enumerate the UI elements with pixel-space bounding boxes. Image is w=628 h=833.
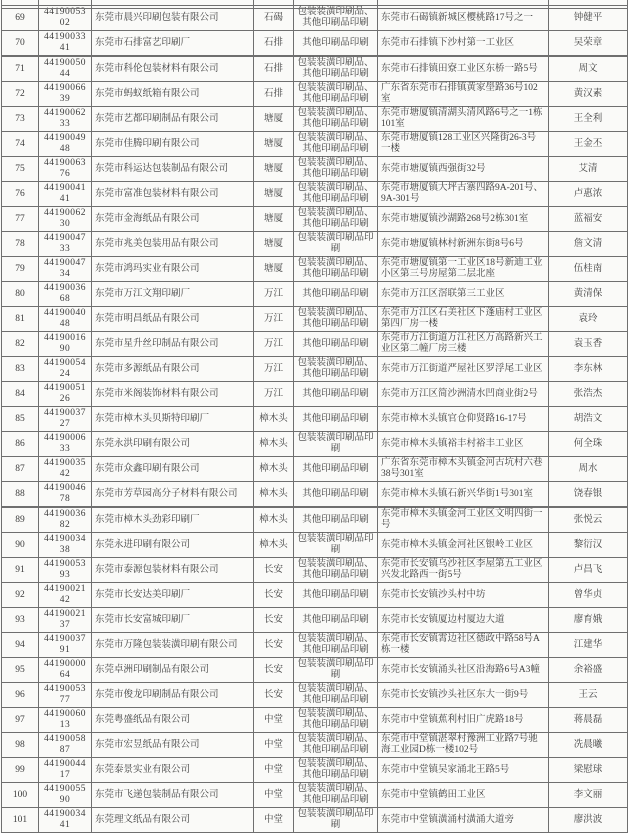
- company-name-cell: 东莞粤盛纸品有限公司: [92, 708, 254, 733]
- contact-cell: 曾华贞: [549, 583, 628, 608]
- company-name-cell: 东莞市多源纸品有限公司: [92, 357, 254, 382]
- address-cell: 东莞市长安镇沙头社区东大一街9号: [378, 683, 549, 708]
- address-cell: 东莞市中堂镇潢涌村潢涌大道旁: [378, 808, 549, 833]
- town-cell: 中堂: [254, 808, 294, 833]
- town-cell: 万江: [254, 357, 294, 382]
- category-cell: 包装装潢印刷品、其他印刷品印刷: [294, 357, 378, 382]
- address-cell: 东莞市中堂镇蕉利村旧广虎路18号: [378, 708, 549, 733]
- reg-code-cell: 4419003441: [39, 808, 92, 833]
- town-cell: 长安: [254, 633, 294, 658]
- category-cell: 其他印刷品印刷: [294, 583, 378, 608]
- company-name-cell: 东莞永进印刷有限公司: [92, 533, 254, 558]
- town-cell: 长安: [254, 558, 294, 583]
- address-cell: 东莞市塘厦镇沙湖路268号2栋301室: [378, 207, 549, 232]
- town-cell: 石排: [254, 82, 294, 107]
- table-row: [2, 482, 628, 507]
- town-cell: 长安: [254, 683, 294, 708]
- contact-cell: 王全利: [549, 107, 628, 132]
- reg-code-cell: 4419002142: [39, 583, 92, 608]
- reg-code-cell: 4419004733: [39, 232, 92, 257]
- town-cell: 樟木头: [254, 533, 294, 558]
- contact-cell: 黄汉素: [549, 82, 628, 107]
- row-number-cell: 94: [2, 633, 39, 658]
- contact-cell: 江建华: [549, 633, 628, 658]
- town-cell: 樟木头: [254, 482, 294, 507]
- contact-cell: 张悦云: [549, 508, 628, 533]
- company-name-cell: 东莞市米阁装饰材料有限公司: [92, 382, 254, 407]
- registry-table-section: [1, 56, 628, 507]
- address-cell: 东莞市塘厦镇大坪古寨四路9A-201号、9A-301号: [378, 182, 549, 207]
- category-cell: 包装装潢印刷品、其他印刷品印刷: [294, 758, 378, 783]
- address-cell: 东莞市塘厦镇林村新洲东街8号6号: [378, 232, 549, 257]
- table-row: [2, 758, 628, 783]
- reg-code-cell: 4419003791: [39, 633, 92, 658]
- contact-cell: 周水: [549, 457, 628, 482]
- category-cell: 其他印刷品印刷: [294, 407, 378, 432]
- contact-cell: 吴荣章: [549, 31, 628, 56]
- category-cell: 包装装潢印刷品、其他印刷品印刷: [294, 157, 378, 182]
- scanned-table-page: [1, 0, 618, 833]
- row-number-cell: 75: [2, 157, 39, 182]
- reg-code-cell: 4419000064: [39, 658, 92, 683]
- town-cell: 长安: [254, 658, 294, 683]
- table-row: [2, 282, 628, 307]
- category-cell: 其他印刷品印刷: [294, 282, 378, 307]
- row-number-cell: 97: [2, 708, 39, 733]
- company-name-cell: 东莞市宏昱纸品有限公司: [92, 733, 254, 758]
- town-cell: 中堂: [254, 733, 294, 758]
- table-row: [2, 107, 628, 132]
- category-cell: 包装装潢印刷品、其他印刷品印刷: [294, 257, 378, 282]
- company-name-cell: 东莞市石排富艺印刷厂: [92, 31, 254, 56]
- company-name-cell: 东莞卓洲印刷制品有限公司: [92, 658, 254, 683]
- category-cell: 包装装潢印刷品印刷: [294, 808, 378, 833]
- reg-code-cell: 4419003341: [39, 31, 92, 56]
- contact-cell: 蒋晨磊: [549, 708, 628, 733]
- reg-code-cell: 4419004048: [39, 307, 92, 332]
- category-cell: 其他印刷品印刷: [294, 608, 378, 633]
- contact-cell: 胡浩文: [549, 407, 628, 432]
- contact-cell: 王金丕: [549, 132, 628, 157]
- town-cell: 万江: [254, 332, 294, 357]
- table-row: [2, 157, 628, 182]
- company-name-cell: 东莞市艺都印刷制品有限公司: [92, 107, 254, 132]
- table-row: [2, 808, 628, 833]
- table-row: [2, 182, 628, 207]
- address-cell: 东莞市塘厦镇清湖头清风路6号之一1栋101室: [378, 107, 549, 132]
- contact-cell: 梁慰球: [549, 758, 628, 783]
- company-name-cell: 东莞市佳腾印刷有限公司: [92, 132, 254, 157]
- table-row: [2, 658, 628, 683]
- category-cell: 其他印刷品印刷: [294, 332, 378, 357]
- category-cell: 包装装潢印刷品、其他印刷品印刷: [294, 182, 378, 207]
- category-cell: 其他印刷品印刷: [294, 457, 378, 482]
- reg-code-cell: 4419006230: [39, 207, 92, 232]
- reg-code-cell: 4419003682: [39, 508, 92, 533]
- town-cell: 塘厦: [254, 157, 294, 182]
- registry-table-section: [1, 507, 628, 833]
- table-row: [2, 633, 628, 658]
- category-cell: 包装装潢印刷品、其他印刷品印刷: [294, 57, 378, 82]
- company-name-cell: 东莞市富准包装材料有限公司: [92, 182, 254, 207]
- table-row: [2, 6, 628, 31]
- town-cell: 石排: [254, 31, 294, 56]
- reg-code-cell: 4419005044: [39, 57, 92, 82]
- category-cell: 包装装潢印刷品、其他印刷品印刷: [294, 6, 378, 31]
- contact-cell: 袁玉香: [549, 332, 628, 357]
- address-cell: 东莞市石碣镇新城区樱桃路17号之一: [378, 6, 549, 31]
- row-number-cell: 69: [2, 6, 39, 31]
- category-cell: 包装装潢印刷品、其他印刷品印刷: [294, 207, 378, 232]
- row-number-cell: 95: [2, 658, 39, 683]
- contact-cell: 黎衍汉: [549, 533, 628, 558]
- table-row: [2, 533, 628, 558]
- category-cell: 包装装潢印刷品、其他印刷品印刷: [294, 82, 378, 107]
- address-cell: 东莞市樟木头镇金河工业区文明四街一号: [378, 508, 549, 533]
- reg-code-cell: 4419005590: [39, 783, 92, 808]
- table-row: [2, 733, 628, 758]
- town-cell: 万江: [254, 307, 294, 332]
- category-cell: 包装装潢印刷品、其他印刷品印刷: [294, 783, 378, 808]
- contact-cell: [549, 0, 628, 9]
- company-name-cell: 东莞市樟木头贝斯特印刷厂: [92, 407, 254, 432]
- town-cell: 中堂: [254, 783, 294, 808]
- address-cell: 东莞市万江区滘联第三工业区: [378, 282, 549, 307]
- company-name-cell: 东莞市蚂蚁纸箱有限公司: [92, 82, 254, 107]
- reg-code-cell: 4419004678: [39, 482, 92, 507]
- town-cell: 樟木头: [254, 457, 294, 482]
- category-cell: 包装装潢印刷品、其他印刷品印刷: [294, 733, 378, 758]
- reg-code-cell: 4419003727: [39, 407, 92, 432]
- reg-code-cell: 4419004141: [39, 182, 92, 207]
- clipped-previous-row: [1, 0, 618, 5]
- town-cell: [254, 0, 294, 9]
- category-cell: 其他印刷品印刷: [294, 382, 378, 407]
- row-number-cell: 101: [2, 808, 39, 833]
- table-row: [2, 407, 628, 432]
- row-number-cell: 92: [2, 583, 39, 608]
- category-cell: 其他印刷品印刷: [294, 482, 378, 507]
- contact-cell: 李文丽: [549, 783, 628, 808]
- table-row: [2, 31, 628, 56]
- town-cell: 石排: [254, 57, 294, 82]
- row-number-cell: 91: [2, 558, 39, 583]
- reg-code-cell: 4419001690: [39, 332, 92, 357]
- reg-code-cell: 4419006376: [39, 157, 92, 182]
- row-number-cell: 88: [2, 482, 39, 507]
- town-cell: 樟木头: [254, 407, 294, 432]
- row-number-cell: 82: [2, 332, 39, 357]
- row-number-cell: 85: [2, 407, 39, 432]
- company-name-cell: 东莞市飞递包装制品有限公司: [92, 783, 254, 808]
- town-cell: 中堂: [254, 758, 294, 783]
- table-row: [2, 257, 628, 282]
- reg-code-cell: 4419005302: [39, 6, 92, 31]
- row-number-cell: 72: [2, 82, 39, 107]
- contact-cell: 张浩杰: [549, 382, 628, 407]
- contact-cell: 饶春银: [549, 482, 628, 507]
- category-cell: [294, 0, 378, 9]
- address-cell: 广东省东莞市石排镇黄家壆路36号102室: [378, 82, 549, 107]
- address-cell: 广东省东莞市樟木头镇金河古坑村六巷38号301室: [378, 457, 549, 482]
- table-row: [2, 432, 628, 457]
- address-cell: 东莞市中堂镇湛翠村豫洲工业路7号驰海工业园D栋一楼102号: [378, 733, 549, 758]
- company-name-cell: 东莞理文纸品有限公司: [92, 808, 254, 833]
- table-row: [2, 57, 628, 82]
- category-cell: 包装装潢印刷品、其他印刷品印刷: [294, 107, 378, 132]
- company-name-cell: 东莞市明昌纸品有限公司: [92, 307, 254, 332]
- address-cell: 东莞市塘厦镇西强街32号: [378, 157, 549, 182]
- table-row: [2, 708, 628, 733]
- address-cell: 东莞市中堂镇吴家涌北王路5号: [378, 758, 549, 783]
- company-name-cell: 东莞市万江文翔印刷厂: [92, 282, 254, 307]
- reg-code-cell: 4419006233: [39, 107, 92, 132]
- row-number-cell: [2, 0, 39, 9]
- contact-cell: 卢昌飞: [549, 558, 628, 583]
- contact-cell: 蓝福安: [549, 207, 628, 232]
- reg-code-cell: 4419005377: [39, 683, 92, 708]
- row-number-cell: 80: [2, 282, 39, 307]
- address-cell: 东莞市石排镇田寮工业区东桥一路5号: [378, 57, 549, 82]
- table-row: [2, 232, 628, 257]
- row-number-cell: 76: [2, 182, 39, 207]
- table-row: [2, 508, 628, 533]
- town-cell: 中堂: [254, 708, 294, 733]
- contact-cell: 黄清保: [549, 282, 628, 307]
- row-number-cell: 99: [2, 758, 39, 783]
- reg-code-cell: 4419003542: [39, 457, 92, 482]
- town-cell: 樟木头: [254, 508, 294, 533]
- contact-cell: 周文: [549, 57, 628, 82]
- company-name-cell: 东莞市俊龙印刷制品有限公司: [92, 683, 254, 708]
- company-name-cell: [92, 0, 254, 9]
- contact-cell: 钟健平: [549, 6, 628, 31]
- row-number-cell: 83: [2, 357, 39, 382]
- row-number-cell: 100: [2, 783, 39, 808]
- category-cell: 包装装潢印刷品、其他印刷品印刷: [294, 683, 378, 708]
- address-cell: 东莞市樟木头镇金河社区银岭工业区: [378, 533, 549, 558]
- address-cell: 东莞市长安镇厦边村厦边大道: [378, 608, 549, 633]
- contact-cell: 廖洪波: [549, 808, 628, 833]
- contact-cell: 冼晨曦: [549, 733, 628, 758]
- row-number-cell: 74: [2, 132, 39, 157]
- company-name-cell: 东莞市樟木头劲彩印刷厂: [92, 508, 254, 533]
- reg-code-cell: 4419005126: [39, 382, 92, 407]
- row-number-cell: 84: [2, 382, 39, 407]
- reg-code-cell: 4419005424: [39, 357, 92, 382]
- address-cell: 东莞市长安镇涌头社区沿海路6号A3幢: [378, 658, 549, 683]
- company-name-cell: 东莞市长安富城印刷厂: [92, 608, 254, 633]
- address-cell: 东莞市长安镇乌沙社区李屋第五工业区兴发北路西一街5号: [378, 558, 549, 583]
- table-row: [2, 307, 628, 332]
- contact-cell: 卢惠浓: [549, 182, 628, 207]
- town-cell: 塘厦: [254, 257, 294, 282]
- address-cell: 东莞市樟木头镇官仓仰贤路16-17号: [378, 407, 549, 432]
- table-row: [2, 608, 628, 633]
- company-name-cell: 东莞市芳草园高分子材料有限公司: [92, 482, 254, 507]
- row-number-cell: 93: [2, 608, 39, 633]
- table-row: [2, 382, 628, 407]
- category-cell: 包装装潢印刷品印刷: [294, 432, 378, 457]
- reg-code-cell: 4419004417: [39, 758, 92, 783]
- row-number-cell: 89: [2, 508, 39, 533]
- reg-code-cell: 4419006639: [39, 82, 92, 107]
- contact-cell: 廖育娥: [549, 608, 628, 633]
- reg-code-cell: 4419002137: [39, 608, 92, 633]
- town-cell: 长安: [254, 608, 294, 633]
- address-cell: 东莞市长安镇沙头村中坊: [378, 583, 549, 608]
- table-row: [2, 332, 628, 357]
- reg-code-cell: 4419005887: [39, 733, 92, 758]
- address-cell: 东莞市樟木头镇石新兴华街1号301室: [378, 482, 549, 507]
- row-number-cell: 86: [2, 432, 39, 457]
- address-cell: [378, 0, 549, 9]
- company-name-cell: 东莞市泰源包装材料有限公司: [92, 558, 254, 583]
- table-row: [2, 683, 628, 708]
- address-cell: 东莞市塘厦镇第一工业区18号新迪工业小区第三号房屋第二层北座: [378, 257, 549, 282]
- town-cell: 樟木头: [254, 432, 294, 457]
- company-name-cell: 东莞市晨兴印刷包装有限公司: [92, 6, 254, 31]
- town-cell: 塘厦: [254, 132, 294, 157]
- category-cell: 包装装潢印刷品印刷: [294, 533, 378, 558]
- table-row: [2, 132, 628, 157]
- town-cell: 塘厦: [254, 107, 294, 132]
- table-row: [2, 457, 628, 482]
- address-cell: 东莞市万江区简沙洲清水凹商业街2号: [378, 382, 549, 407]
- row-number-cell: 71: [2, 57, 39, 82]
- category-cell: 包装装潢印刷品、其他印刷品印刷: [294, 633, 378, 658]
- category-cell: 其他印刷品印刷: [294, 31, 378, 56]
- reg-code-cell: [39, 0, 92, 9]
- registry-table-section: [1, 5, 628, 56]
- company-name-cell: 东莞泰景实业有限公司: [92, 758, 254, 783]
- table-row: [2, 357, 628, 382]
- company-name-cell: 东莞市科运达包装制品有限公司: [92, 157, 254, 182]
- row-number-cell: 73: [2, 107, 39, 132]
- company-name-cell: 东莞市星升丝印制品有限公司: [92, 332, 254, 357]
- town-cell: 塘厦: [254, 207, 294, 232]
- row-number-cell: 98: [2, 733, 39, 758]
- address-cell: 东莞市万江街道万江社区万高路新兴工业区第二幢厂房三楼: [378, 332, 549, 357]
- company-name-cell: 东莞市长安达美印刷厂: [92, 583, 254, 608]
- contact-cell: 何全珠: [549, 432, 628, 457]
- row-number-cell: 87: [2, 457, 39, 482]
- company-name-cell: 东莞市鸿玛实业有限公司: [92, 257, 254, 282]
- address-cell: 东莞市万江街道严屋社区罗浮尾工业区: [378, 357, 549, 382]
- contact-cell: 袁玲: [549, 307, 628, 332]
- town-cell: 塘厦: [254, 182, 294, 207]
- company-name-cell: 东莞市科伦包装材料有限公司: [92, 57, 254, 82]
- town-cell: 万江: [254, 382, 294, 407]
- town-cell: 塘厦: [254, 232, 294, 257]
- row-number-cell: 96: [2, 683, 39, 708]
- table-row: [2, 558, 628, 583]
- reg-code-cell: 4419003438: [39, 533, 92, 558]
- reg-code-cell: 4419000633: [39, 432, 92, 457]
- row-number-cell: 77: [2, 207, 39, 232]
- company-name-cell: 东莞市兆美包装用品有限公司: [92, 232, 254, 257]
- company-name-cell: 东莞市万隆包装装潢印刷有限公司: [92, 633, 254, 658]
- row-number-cell: 78: [2, 232, 39, 257]
- row-number-cell: 81: [2, 307, 39, 332]
- category-cell: 其他印刷品印刷: [294, 508, 378, 533]
- company-name-cell: 东莞市金海纸品有限公司: [92, 207, 254, 232]
- category-cell: 包装装潢印刷品印刷: [294, 658, 378, 683]
- company-name-cell: 东莞市众鑫印刷有限公司: [92, 457, 254, 482]
- contact-cell: 詹文清: [549, 232, 628, 257]
- row-number-cell: 79: [2, 257, 39, 282]
- category-cell: 包装装潢印刷品、其他印刷品印刷: [294, 708, 378, 733]
- reg-code-cell: 4419006013: [39, 708, 92, 733]
- address-cell: 东莞市樟木头镇裕丰村裕丰工业区: [378, 432, 549, 457]
- category-cell: 包装装潢印刷品印刷: [294, 232, 378, 257]
- reg-code-cell: 4419003668: [39, 282, 92, 307]
- table-row: [2, 783, 628, 808]
- address-cell: 东莞市石排镇下沙村第一工业区: [378, 31, 549, 56]
- row-number-cell: 90: [2, 533, 39, 558]
- row-number-cell: 70: [2, 31, 39, 56]
- address-cell: 东莞市中堂镇鹤田工业区: [378, 783, 549, 808]
- reg-code-cell: 4419005393: [39, 558, 92, 583]
- reg-code-cell: 4419004948: [39, 132, 92, 157]
- town-cell: 万江: [254, 282, 294, 307]
- address-cell: 东莞市长安镇霄边社区德政中路58号A栋一楼: [378, 633, 549, 658]
- table-row: [2, 207, 628, 232]
- contact-cell: 伍桂南: [549, 257, 628, 282]
- contact-cell: 李东林: [549, 357, 628, 382]
- town-cell: 长安: [254, 583, 294, 608]
- contact-cell: 艾清: [549, 157, 628, 182]
- category-cell: 包装装潢印刷品、其他印刷品印刷: [294, 132, 378, 157]
- address-cell: 东莞市万江区石美社区下蓬庙村工业区第四厂房一楼: [378, 307, 549, 332]
- contact-cell: 余裕盛: [549, 658, 628, 683]
- reg-code-cell: 4419004734: [39, 257, 92, 282]
- category-cell: 包装装潢印刷品、其他印刷品印刷: [294, 307, 378, 332]
- contact-cell: 王云: [549, 683, 628, 708]
- table-row: [2, 82, 628, 107]
- address-cell: 东莞市塘厦镇128工业区兴隆街26-3号一楼: [378, 132, 549, 157]
- town-cell: 石碣: [254, 6, 294, 31]
- company-name-cell: 东莞永洪印刷有限公司: [92, 432, 254, 457]
- table-row: [2, 583, 628, 608]
- category-cell: 包装装潢印刷品、其他印刷品印刷: [294, 558, 378, 583]
